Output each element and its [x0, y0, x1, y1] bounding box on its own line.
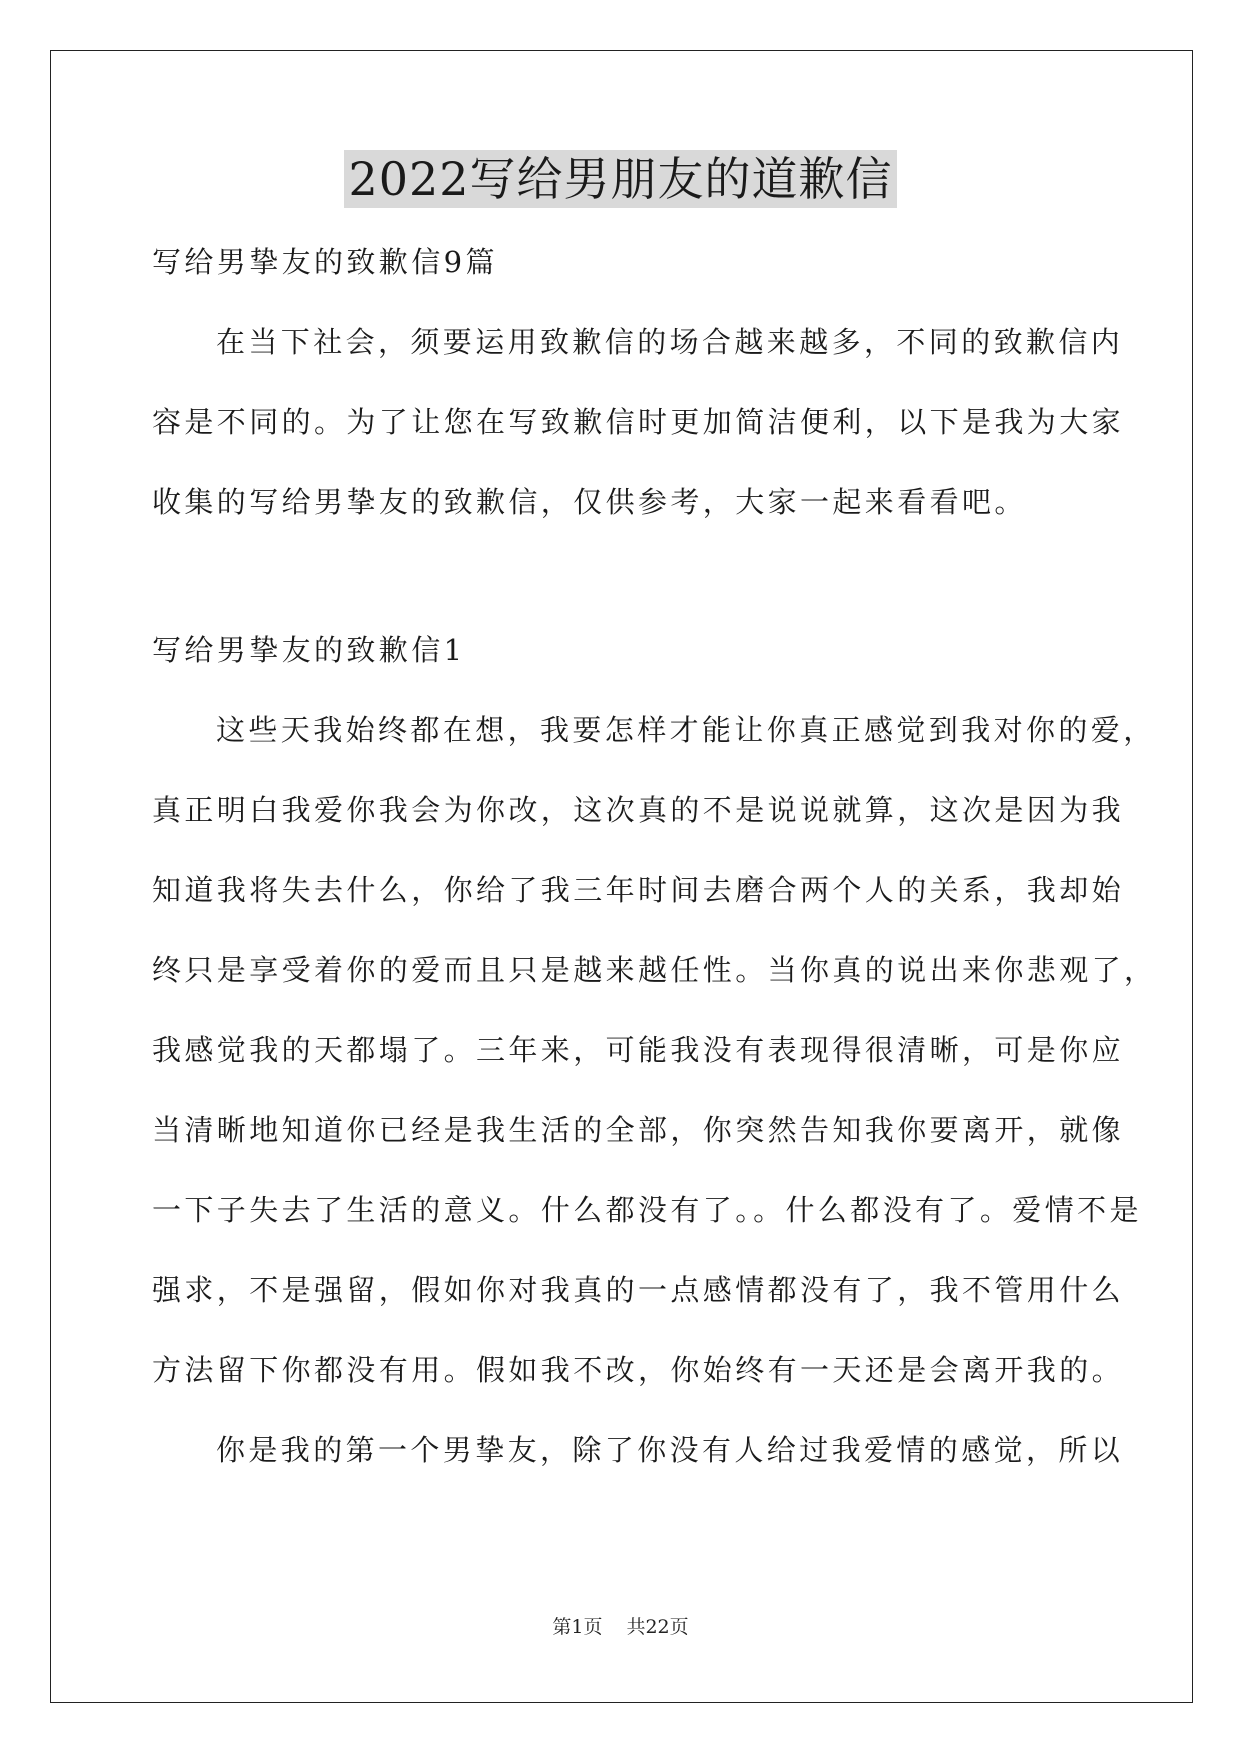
- subtitle: 写给男挚友的致歉信9篇: [152, 245, 498, 279]
- body-line: 一下子失去了生活的意义。什么都没有了。。什么都没有了。爱情不是: [152, 1193, 1142, 1227]
- body-line: 你是我的第一个男挚友，除了你没有人给过我爱情的感觉，所以: [216, 1433, 1124, 1467]
- body-line: 我感觉我的天都塌了。三年来，可能我没有表现得很清晰，可是你应: [152, 1033, 1125, 1067]
- body-line: 当清晰地知道你已经是我生活的全部，你突然告知我你要离开，就像: [152, 1113, 1125, 1147]
- section-heading: 写给男挚友的致歉信1: [152, 633, 466, 667]
- body-line: 这些天我始终都在想，我要怎样才能让你真正感觉到我对你的爱，: [216, 713, 1156, 747]
- title-container: [0, 150, 1241, 208]
- intro-line: 容是不同的。为了让您在写致歉信时更加简洁便利，以下是我为大家: [152, 405, 1125, 439]
- body-line: 终只是享受着你的爱而且只是越来越任性。当你真的说出来你悲观了，: [152, 953, 1157, 987]
- page-number: 第1页: [552, 1616, 603, 1638]
- body-line: 方法留下你都没有用。假如我不改，你始终有一天还是会离开我的。: [152, 1353, 1125, 1387]
- body-line: 知道我将失去什么，你给了我三年时间去磨合两个人的关系，我却始: [152, 873, 1125, 907]
- body-line: 强求，不是强留，假如你对我真的一点感情都没有了，我不管用什么: [152, 1273, 1125, 1307]
- body-line: 真正明白我爱你我会为你改，这次真的不是说说就算，这次是因为我: [152, 793, 1125, 827]
- document-body: [152, 222, 1157, 1490]
- intro-line: 收集的写给男挚友的致歉信，仅供参考，大家一起来看看吧。: [152, 485, 1027, 519]
- page-footer: [0, 1612, 1241, 1639]
- document-title: 2022写给男朋友的道歉信: [344, 150, 896, 208]
- page-total: 共22页: [626, 1616, 689, 1638]
- intro-line: 在当下社会，须要运用致歉信的场合越来越多，不同的致歉信内: [216, 325, 1124, 359]
